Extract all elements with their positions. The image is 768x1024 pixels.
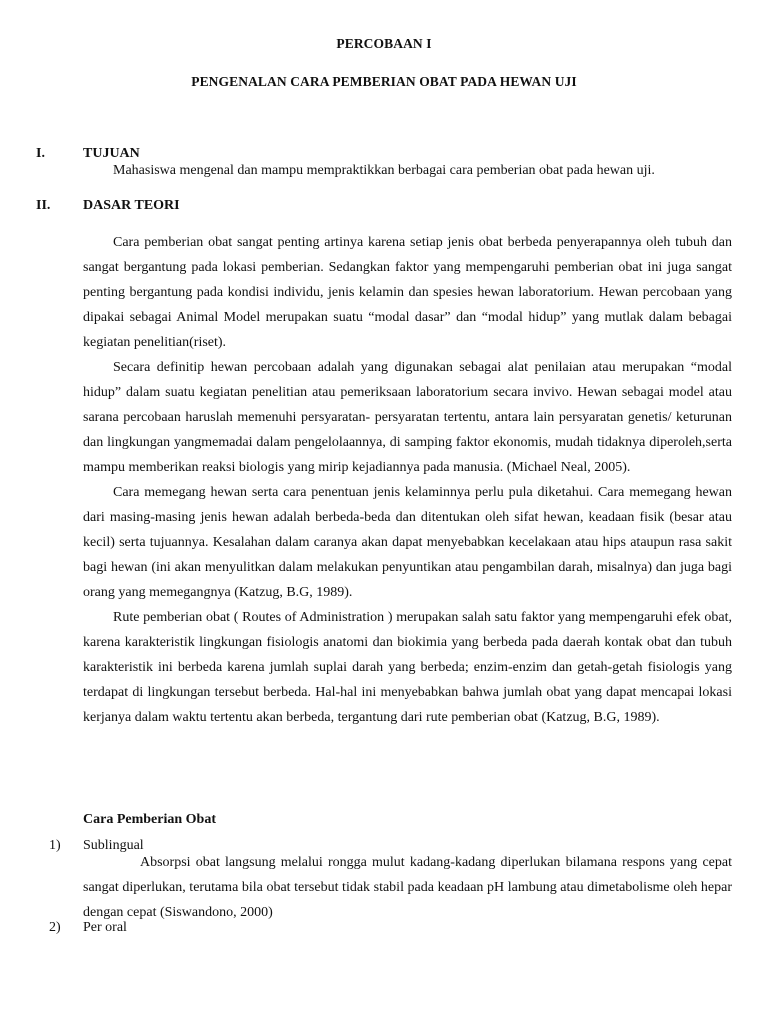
paragraph: Cara pemberian obat sangat penting artinya karena setiap jenis obat berbeda penyerapannya oleh tubuh dan sangat bergantung pada lokasi pemberian. Sedangkan faktor yang mempengaruhi pemberian obat ini juga sangat penting bergantung pada kondisi individu, jenis kelamin dan spesies hewan laboratorium. Hewan percobaan yang dipakai sebagai Animal Model merupakan suatu “modal dasar” dan “modal hidup” yang mutlak dalam bebagai kegiatan penelitian(riset). bbox=[83, 235, 732, 350]
tujuan-text: Mahasiswa mengenal dan mampu mempraktikkan berbagai cara pemberian obat pada hewan uji. bbox=[113, 163, 655, 178]
list-item-body bbox=[83, 850, 732, 925]
section-heading-dasar-teori bbox=[36, 198, 736, 214]
list-label: Per oral bbox=[83, 920, 127, 935]
section-title: DASAR TEORI bbox=[83, 198, 180, 213]
section-heading-tujuan bbox=[36, 146, 736, 162]
paragraph: Secara definitip hewan percobaan adalah yang digunakan sebagai alat penilaian atau merupakan “modal hidup” dalam suatu kegiatan penelitian atau pemeriksaan laboratorium secara invivo. Hewan sebagai model atau sarana percobaan haruslah memenuhi persyaratan- persyaratan tertentu, antara lain persyaratan genetis/ keturunan dan lingkungan yangmemadai dalam pengelolaannya, di samping faktor ekonomis, mudah tidaknya diperoleh,serta mampu memberikan reaksi biologis yang mirip kejadiannya pada manusia. (Michael Neal, 2005). bbox=[83, 360, 732, 475]
list-number: 1) bbox=[49, 838, 61, 853]
list-label: Sublingual bbox=[83, 838, 144, 853]
section-number: II. bbox=[36, 198, 51, 213]
paragraph: Rute pemberian obat ( Routes of Administration ) merupakan salah satu faktor yang mempengaruhi efek obat, karena karakteristik lingkungan fisiologis anatomi dan biokimia yang berbeda pada daerah kontak obat dan tubuh karakteristik ini berbeda karena jumlah suplai darah yang berbeda; enzim-enzim dan getah-getah fisiologis yang terdapat di lingkungan tersebut berbeda. Hal-hal ini menyebabkan bahwa jumlah obat yang dapat mencapai lokasi kerjanya dalam waktu tertentu akan berbeda, tergantung dari rute pemberian obat (Katzug, B.G, 1989). bbox=[83, 610, 732, 725]
section-number: I. bbox=[36, 146, 45, 161]
section-title: TUJUAN bbox=[83, 146, 140, 161]
paragraph: Absorpsi obat langsung melalui rongga mulut kadang-kadang diperlukan bilamana respons yang cepat sangat diperlukan, terutama bila obat tersebut tidak stabil pada keadaan pH lambung atau dimetabolisme oleh hepar dengan cepat (Siswandono, 2000) bbox=[83, 855, 732, 920]
subheading-cara-pemberian: Cara Pemberian Obat bbox=[83, 812, 216, 827]
page-subtitle: PENGENALAN CARA PEMBERIAN OBAT PADA HEWAN UJI bbox=[191, 74, 577, 89]
dasar-teori-body bbox=[83, 230, 732, 730]
list-item-per-oral bbox=[49, 920, 127, 936]
page-title: PERCOBAAN I bbox=[336, 36, 432, 51]
paragraph: Cara memegang hewan serta cara penentuan jenis kelaminnya perlu pula diketahui. Cara memegang hewan dari masing-masing jenis hewan adalah berbeda-beda dan ditentukan oleh sifat hewan, keadaan fisik (besar atau kecil) serta tujuannya. Kesalahan dalam caranya akan dapat menyebabkan kecelakaan atau hips ataupun rasa sakit bagi hewan (ini akan menyulitkan dalam melakukan penyuntikan atau pengambilan darah, misalnya) dan juga bagi orang yang memegangnya (Katzug, B.G, 1989). bbox=[83, 485, 732, 600]
list-number: 2) bbox=[49, 920, 61, 935]
